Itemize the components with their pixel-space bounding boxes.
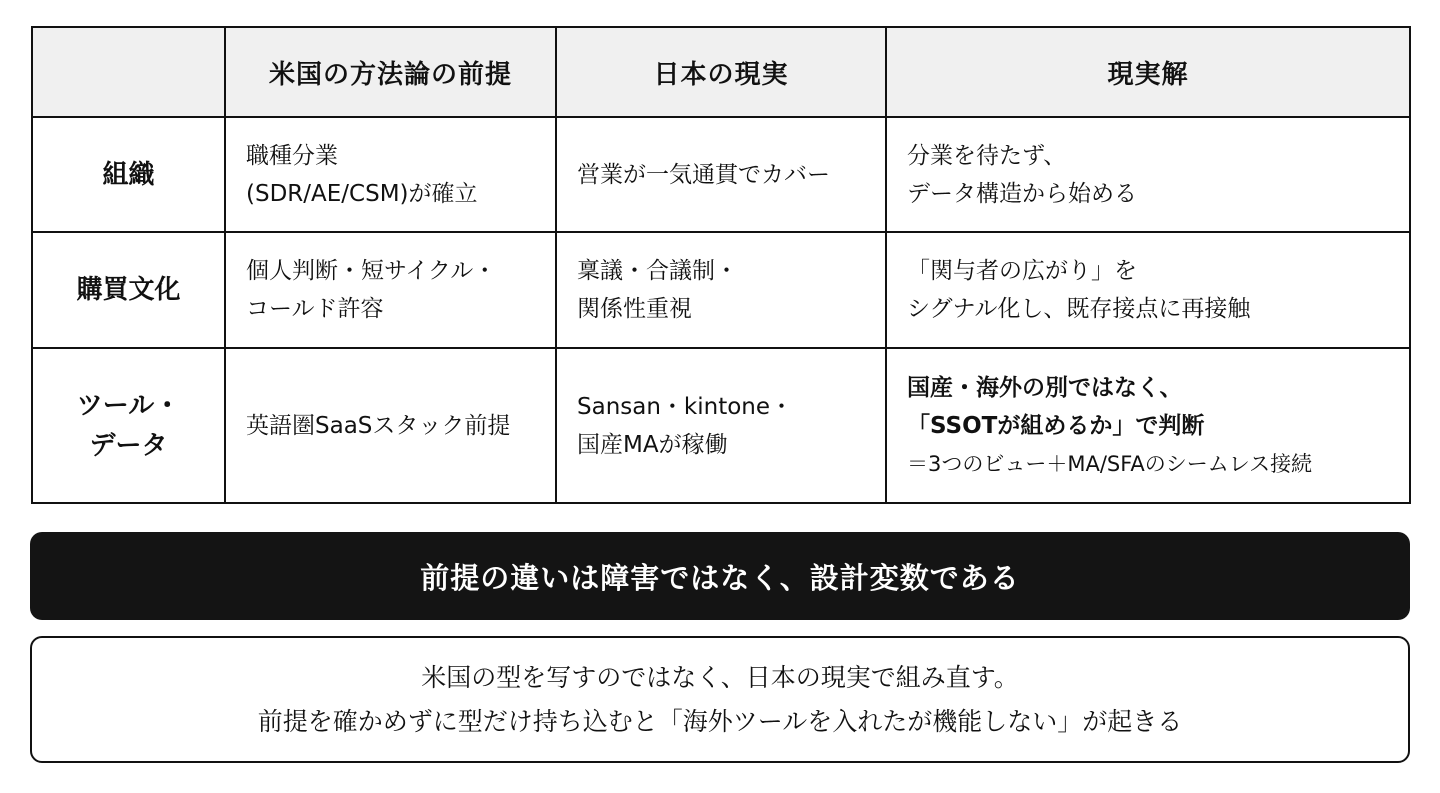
cell-us — [225, 232, 556, 348]
row-label-text: データ — [89, 430, 168, 461]
message-line: 前提を確かめずに型だけ持ち込むと「海外ツールを入れたが機能しない」が起きる — [257, 706, 1183, 736]
cell-line: 分業を待たず、 — [907, 142, 1067, 169]
cell-line: 営業が一気通貫でカバー — [577, 161, 830, 188]
row-label-organization — [32, 117, 225, 232]
cell-line: 関係性重視 — [577, 296, 692, 322]
summary-banner — [30, 532, 1410, 620]
cell-line: 個人判断・短サイクル・ — [246, 258, 497, 284]
header-japan-reality: 日本の現実 — [556, 27, 886, 117]
cell-line-bold: 国産・海外の別ではなく、 — [907, 374, 1183, 401]
table-row — [32, 232, 1410, 348]
cell-japan — [556, 117, 886, 232]
header-practical-solution: 現実解 — [886, 27, 1410, 117]
cell-line: シグナル化し、既存接点に再接触 — [907, 296, 1251, 322]
cell-solution — [886, 117, 1410, 232]
row-label-text: ツール・ — [76, 390, 181, 421]
cell-us — [225, 117, 556, 232]
cell-line-note: ＝3つのビュー＋MA/SFAのシームレス接続 — [907, 451, 1313, 476]
row-label-buying-culture — [32, 232, 225, 348]
cell-line: 職種分業 — [246, 142, 338, 169]
table-row — [32, 348, 1410, 503]
cell-us — [225, 348, 556, 503]
cell-solution — [886, 232, 1410, 348]
cell-japan — [556, 348, 886, 503]
message-box — [30, 636, 1410, 763]
cell-line: (SDR/AE/CSM)が確立 — [246, 180, 478, 207]
summary-text: 前提の違いは障害ではなく、設計変数である — [420, 560, 1020, 595]
cell-line: 英語圏SaaSスタック前提 — [246, 412, 511, 439]
comparison-table — [31, 26, 1411, 504]
message-line: 米国の型を写すのではなく、日本の現実で組み直す。 — [421, 662, 1019, 692]
header-empty — [32, 27, 225, 117]
cell-line: データ構造から始める — [907, 180, 1137, 207]
cell-line: 「関与者の広がり」を — [907, 258, 1137, 284]
header-us-premise: 米国の方法論の前提 — [225, 27, 556, 117]
cell-line: Sansan・kintone・ — [577, 393, 794, 420]
table-header-row — [32, 27, 1410, 117]
cell-solution — [886, 348, 1410, 503]
cell-japan — [556, 232, 886, 348]
cell-line: 稟議・合議制・ — [577, 258, 738, 284]
cell-line: コールド許容 — [246, 296, 384, 322]
table-row — [32, 117, 1410, 232]
row-label-text: 組織 — [102, 159, 155, 190]
cell-line-bold: 「SSOTが組めるか」で判断 — [907, 412, 1205, 439]
row-label-text: 購買文化 — [76, 275, 181, 305]
cell-line: 国産MAが稼働 — [577, 431, 728, 458]
row-label-tools-data — [32, 348, 225, 503]
